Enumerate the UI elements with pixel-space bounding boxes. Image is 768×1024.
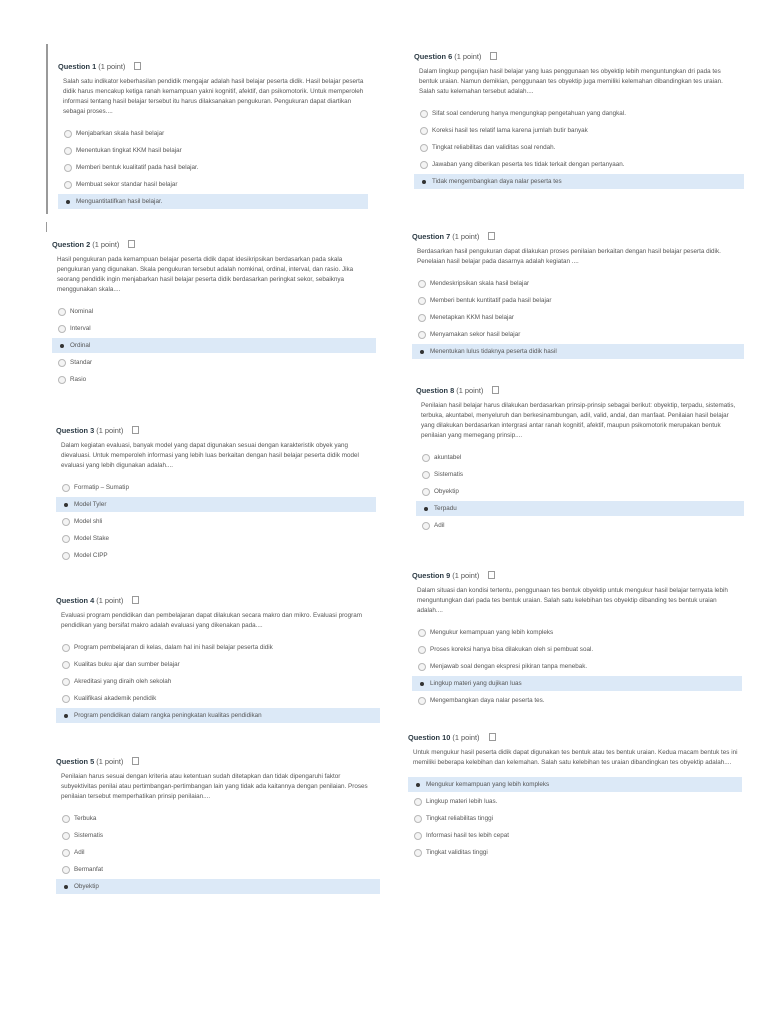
question-text: Dalam situasi dan kondisi tertentu, penggunaan tes bentuk obyektip untuk mengukur hasil belajar ternyata lebih menguntungkan dari pada tes bentuk uraian. Salah satu kelebihan tes obyektip dibanding tes bentuk uraian adalah.... [417,587,728,614]
question-7 [412,232,744,361]
answer-option-label: Sistematis [74,832,104,839]
radio-button-icon[interactable] [420,161,428,169]
answer-option[interactable] [408,794,742,809]
answer-option[interactable] [416,518,744,533]
answer-option-label: akuntabel [434,454,462,461]
answer-option-label: Memberi bentuk kualitatif pada hasil belajar. [76,164,199,171]
question-points: (1 point) [452,232,480,241]
radio-button-icon[interactable] [418,297,426,305]
radio-button-icon[interactable] [62,644,70,652]
question-6 [414,52,744,191]
question-number: Question 6 [414,52,453,61]
answer-option-selected[interactable] [52,338,376,353]
answer-option[interactable] [414,123,744,138]
question-points: (1 point) [92,240,120,249]
answer-option[interactable] [56,548,376,563]
answer-option[interactable] [56,845,380,860]
answer-option-label: Ordinal [70,342,91,349]
answer-option[interactable] [56,691,380,706]
page-edge-mark [46,222,47,232]
answer-option[interactable] [408,811,742,826]
radio-button-icon[interactable] [62,535,70,543]
answer-option-label: Tingkat reliabilitas tinggi [426,815,493,822]
answer-option-selected[interactable] [58,194,368,209]
radio-button-icon[interactable] [422,454,430,462]
answer-option-label: Akreditasi yang diraih oleh sekolah [74,678,172,685]
question-number: Question 2 [52,240,91,249]
flag-question-icon[interactable] [132,596,139,604]
answer-option[interactable] [412,625,742,640]
question-text: Penilaian harus sesuai dengan kriteria atau ketentuan sudah ditetapkan dan tidak dipengaruhi faktor subyektivitas penilai atau pertimbangan-pertimbangan lain yang tidak ada kaitannya dengan penilaian. Proses penilaian tersebut memperhatikan prinsip penilaian.... [61,773,368,800]
answer-option-label: Standar [70,359,93,366]
answer-option[interactable] [412,276,744,291]
answer-option-label: Membuat sekor standar hasil belajar [76,181,178,188]
answer-option[interactable] [56,640,380,655]
answer-option-label: Informasi hasil tes lebih cepat [426,832,509,839]
radio-button-icon[interactable] [418,348,426,356]
answer-option-label: Mengukur kemampuan yang lebih kompleks [426,781,550,788]
answer-option-label: Interval [70,325,91,332]
answer-option-selected[interactable] [412,344,744,359]
radio-button-icon[interactable] [64,181,72,189]
radio-button-icon[interactable] [62,501,70,509]
question-header [416,386,744,395]
question-points: (1 point) [96,757,124,766]
answer-option-label: Memberi bentuk kuntitatif pada hasil belajar [430,297,552,304]
question-points: (1 point) [452,571,480,580]
answer-option[interactable] [416,450,744,465]
radio-button-icon[interactable] [58,376,66,384]
flag-question-icon[interactable] [488,571,495,579]
answer-option-label: Nominal [70,308,94,315]
answer-option-label: Terpadu [434,505,457,512]
question-header [58,62,368,71]
question-header [414,52,744,61]
radio-button-icon[interactable] [64,164,72,172]
answer-option[interactable] [416,467,744,482]
radio-button-icon[interactable] [62,866,70,874]
answer-option-label: Model shli [74,518,103,525]
answer-option-label: Lingkup materi yang dujikan luas [430,680,522,687]
answer-option[interactable] [56,674,380,689]
radio-button-icon[interactable] [420,178,428,186]
flag-question-icon[interactable] [132,757,139,765]
answer-option[interactable] [408,845,742,860]
radio-button-icon[interactable] [62,678,70,686]
radio-button-icon[interactable] [414,832,422,840]
question-points: (1 point) [96,426,124,435]
question-text: Dalam lingkup pengujian hasil belajar yang luas penggunaan tes obyektip lebih menguntungkan dri pada tes bentuk uraian. Namun demikian, penggunaan tes obyektip juga memiliki kelemahan dibandingkan tes uraian. Salah satu kelemahan tersebut adalah.... [419,68,723,95]
radio-button-icon[interactable] [414,781,422,789]
flag-question-icon[interactable] [490,52,497,60]
answer-option-label: Koreksi hasil tes relatif lama karena jumlah butir banyak [432,127,588,134]
answer-option[interactable] [412,293,744,308]
radio-button-icon[interactable] [414,849,422,857]
answer-option[interactable] [414,157,744,172]
answer-option-label: Menjawab soal dengan ekspresi pikiran tanpa menebak. [430,663,588,670]
answer-option[interactable] [56,531,376,546]
question-points: (1 point) [454,52,482,61]
radio-button-icon[interactable] [62,552,70,560]
answer-option-label: Tingkat reliabilitas dan validitas soal rendah. [432,144,556,151]
answer-option-label: Adil [74,849,85,856]
answer-option-label: Menentukan lulus tidaknya peserta didik hasil [430,348,557,355]
question-number: Question 3 [56,426,95,435]
answer-option[interactable] [56,862,380,877]
question-text: Untuk mengukur hasil peserta didik dapat digunakan tes bentuk atau tes bentuk uraian. Kedua macam bentuk tes ini memiliki beberapa kelebihan dan kelemahan. Salah satu kelebihan tes uraian dibandingkan tes obyektip adalah.... [413,749,738,766]
answer-option-label: Menjabarkan skala hasil belajar [76,130,165,137]
flag-question-icon[interactable] [134,62,141,70]
answer-option[interactable] [56,657,380,672]
radio-button-icon[interactable] [422,471,430,479]
answer-option[interactable] [58,177,368,192]
radio-button-icon[interactable] [62,661,70,669]
answer-option[interactable] [412,310,744,325]
answer-option-label: Model Tyler [74,501,107,508]
answer-option-label: Tingkat validitas tinggi [426,849,488,856]
answer-option[interactable] [52,321,376,336]
answer-option-selected[interactable] [414,174,744,189]
answer-option-label: Formatip – Sumatip [74,484,129,491]
answer-option[interactable] [58,143,368,158]
question-points: (1 point) [98,62,126,71]
question-number: Question 7 [412,232,451,241]
answer-option[interactable] [412,327,744,342]
radio-button-icon[interactable] [62,815,70,823]
question-header [56,757,380,766]
radio-button-icon[interactable] [62,484,70,492]
radio-button-icon[interactable] [62,518,70,526]
question-points: (1 point) [96,596,124,605]
radio-button-icon[interactable] [414,815,422,823]
answer-option[interactable] [56,480,376,495]
flag-question-icon[interactable] [128,240,135,248]
answer-option[interactable] [414,106,744,121]
radio-button-icon[interactable] [418,697,426,705]
answer-option-label: Tidak mengembangkan daya nalar peserta tes [432,178,562,185]
radio-button-icon[interactable] [418,663,426,671]
radio-button-icon[interactable] [58,359,66,367]
answer-option-label: Sistematis [434,471,464,478]
radio-button-icon[interactable] [420,144,428,152]
radio-button-icon[interactable] [418,280,426,288]
radio-button-icon[interactable] [64,147,72,155]
answer-option-selected[interactable] [56,879,380,894]
answer-option-label: Program pendidikan dalam rangka peningkatan kualitas pendidikan [74,712,262,719]
answer-option-selected[interactable] [416,501,744,516]
answer-option-selected[interactable] [56,497,376,512]
question-header [412,571,742,580]
radio-button-icon[interactable] [422,522,430,530]
question-5 [56,757,380,896]
question-text: Hasil pengukuran pada kemampuan belajar peserta didik dapat idesikripsikan berdasarkan pada skala pengukuran yang digunakan. Skala pengukuran tersebut adalah nomkinal, ordinal, interval, dan rasio. Jika seorang pendidik ingin menjabarkan hasil belajar peserta didik berdasarkan peringkat sekor, sebaiknya menggunakan skala.... [57,256,354,293]
question-number: Question 9 [412,571,451,580]
question-1 [58,62,368,211]
flag-question-icon[interactable] [132,426,139,434]
radio-button-icon[interactable] [58,342,66,350]
answer-option-label: Jawaban yang diberikan peserta tes tidak terkait dengan pertanyaan. [432,161,625,168]
answer-option[interactable] [58,126,368,141]
answer-option[interactable] [52,372,376,387]
answer-option-label: Program pembelajaran di kelas, dalam hal ini hasil belajar peserta didik [74,644,273,651]
radio-button-icon[interactable] [418,331,426,339]
radio-button-icon[interactable] [414,798,422,806]
radio-button-icon[interactable] [58,308,66,316]
answer-option-selected[interactable] [412,676,742,691]
answer-option[interactable] [56,828,380,843]
answer-option[interactable] [56,514,376,529]
question-number: Question 5 [56,757,95,766]
answer-option[interactable] [52,355,376,370]
radio-button-icon[interactable] [62,883,70,891]
radio-button-icon[interactable] [62,849,70,857]
answer-option-label: Obyektip [74,883,99,890]
answer-option-label: Menguantitatifkan hasil belajar. [76,198,163,205]
radio-button-icon[interactable] [62,695,70,703]
radio-button-icon[interactable] [422,488,430,496]
question-header [408,733,742,742]
question-text: Penilaian hasil belajar harus dilakukan berdasarkan prinsip-prinsip sebagai berikut: obyektip, terpadu, sistematis, terbuka, akuntabel, menyeluruh dan berkesinambungan, adil, valid, andal, dan manfaat. Penilaian hasil belajar yang dilakukan berdasarkan intergrasi antar ranah kognitif, afektif, maupun psikomotorik merupakan bentuk penilaian yang memegang prinsip.... [421,402,736,439]
answer-option[interactable] [58,160,368,175]
answer-option-selected[interactable] [408,777,742,792]
radio-button-icon[interactable] [418,680,426,688]
radio-button-icon[interactable] [64,130,72,138]
answer-option[interactable] [412,642,742,657]
answer-option-label: Sifat soal cenderung hanya mengungkap pengetahuan yang dangkal. [432,110,626,117]
answer-option-label: Proses koreksi hanya bisa dilakukan oleh si pembuat soal. [430,646,594,653]
question-header [52,240,376,249]
question-8 [416,386,744,535]
question-header [56,596,380,605]
answer-option[interactable] [412,659,742,674]
answer-option-label: Kualifikasi akademik pendidik [74,695,157,702]
answer-option-selected[interactable] [56,708,380,723]
question-number: Question 4 [56,596,95,605]
question-header [412,232,744,241]
radio-button-icon[interactable] [418,646,426,654]
answer-option-label: Bermanfat [74,866,104,873]
question-4 [56,596,380,725]
answer-option[interactable] [412,693,742,708]
answer-option-label: Mengembangkan daya nalar peserta tes. [430,697,545,704]
answer-option-label: Model CIPP [74,552,108,559]
answer-option-label: Mengukur kemampuan yang lebih kompleks [430,629,554,636]
question-points: (1 point) [456,386,484,395]
question-text: Dalam kegiatan evaluasi, banyak model yang dapat digunakan sesuai dengan karakteristik obyek yang dievaluasi. Untuk memperoleh informasi yang lebih luas berkaitan dengan hasil belajar peserta didik model evaluasi yang lebih digunakan adalah.... [61,442,359,469]
flag-question-icon[interactable] [492,386,499,394]
answer-option-label: Mendeskripsikan skala hasil belajar [430,280,530,287]
question-9 [412,571,742,710]
question-number: Question 8 [416,386,455,395]
answer-option[interactable] [416,484,744,499]
question-text: Evaluasi program pendidikan dan pembelajaran dapat dilakukan secara makro dan mikro. Evaluasi program pendidikan yang bersifat makro adalah evaluasi yang dikenakan pada.... [61,612,363,629]
radio-button-icon[interactable] [62,712,70,720]
radio-button-icon[interactable] [62,832,70,840]
answer-option-label: Kualitas buku ajar dan sumber belajar [74,661,180,668]
flag-question-icon[interactable] [488,232,495,240]
question-header [56,426,376,435]
flag-question-icon[interactable] [489,733,496,741]
radio-button-icon[interactable] [418,314,426,322]
answer-option-label: Obyektip [434,488,459,495]
question-10 [408,733,742,862]
question-number: Question 10 [408,733,451,742]
question-3 [56,426,376,565]
answer-option[interactable] [52,304,376,319]
radio-button-icon[interactable] [422,505,430,513]
answer-option-label: Model Stake [74,535,110,542]
answer-option-label: Rasio [70,376,87,383]
answer-option-label: Terbuka [74,815,97,822]
answer-option-label: Menyamakan sekor hasil belajar [430,331,521,338]
answer-option-label: Adil [434,522,445,529]
page-edge-mark [46,44,48,214]
question-text: Salah satu indikator keberhasilan pendidik mengajar adalah hasil belajar peserta didik. Hasil belajar peserta didik harus mencakup ketiga ranah kemampuan yakni kognitif, afektif, dan psikomotorik. Untuk memperoleh informasi tentang hasil belajar tersebut itu harus dilaksanakan pengukuran. Pengukuran dapat diartikan sebagai proses.... [63,78,364,115]
question-number: Question 1 [58,62,97,71]
question-text: Berdasarkan hasil pengukuran dapat dilakukan proses penilaian berkaitan dengan hasil belajar peserta didik. Penelaian hasil belajar pada dasarnya adalah kegiatan .... [417,248,721,265]
question-points: (1 point) [452,733,480,742]
answer-option[interactable] [408,828,742,843]
answer-option-label: Menentukan tingkat KKM hasil belajar [76,147,182,154]
radio-button-icon[interactable] [420,110,428,118]
radio-button-icon[interactable] [58,325,66,333]
answer-option[interactable] [56,811,380,826]
answer-option-label: Lingkup materi lebih luas. [426,798,498,805]
answer-option[interactable] [414,140,744,155]
radio-button-icon[interactable] [418,629,426,637]
radio-button-icon[interactable] [420,127,428,135]
radio-button-icon[interactable] [64,198,72,206]
answer-option-label: Menetapkan KKM hasl belajar [430,314,515,321]
question-2 [52,240,376,389]
